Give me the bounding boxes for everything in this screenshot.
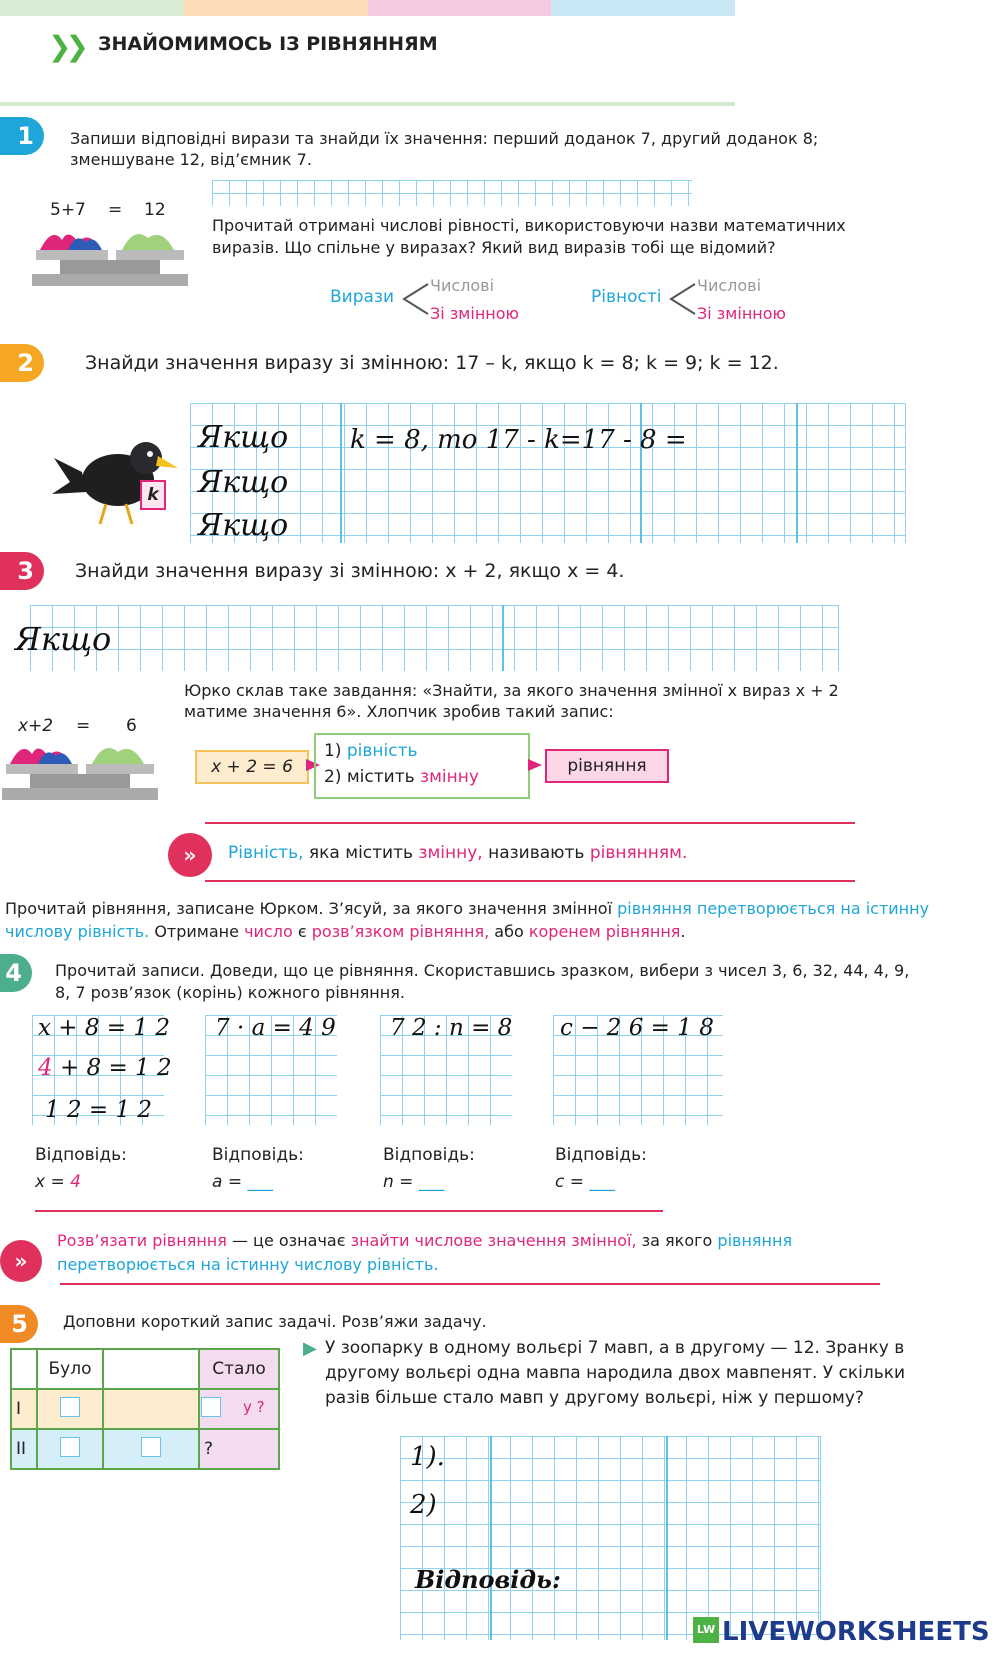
tree-2-b: Зі змінною xyxy=(697,304,786,323)
rule-2-bottom-line xyxy=(60,1283,880,1285)
task-3-story: Юрко склав таке завдання: «Знайти, за якого значення змінної x вираз x + 2 матиме значення 6». Хлопчик зробив такий запис: xyxy=(184,681,839,721)
task-2-line-1: Якщо xyxy=(198,420,289,455)
eq-1-row-1: x + 8 = 1 2 xyxy=(38,1015,170,1041)
change-input[interactable] xyxy=(141,1437,161,1457)
eq-3-answer-label: Відповідь: xyxy=(383,1145,475,1165)
eq-3-row-1: 7 2 : n = 8 xyxy=(390,1015,513,1041)
eq-2-answer[interactable]: a = ___ xyxy=(212,1172,273,1192)
task-5-badge: 5 xyxy=(0,1305,38,1343)
liveworksheets-logo: LW xyxy=(693,1617,719,1643)
task-5-solution-grid[interactable] xyxy=(400,1436,821,1640)
prop-2a: містить xyxy=(346,767,415,787)
tree-1-root: Вирази xyxy=(330,287,395,307)
task-3-text: Знайди значення виразу зі змінною: x + 2, якщо x = 4. xyxy=(75,560,625,582)
tree-1-b: Зі змінною xyxy=(430,304,519,323)
rule-1-text: Рівність, яка містить змінну, називають рівнянням. xyxy=(228,843,688,863)
eq-1-answer: x = 4 xyxy=(35,1172,81,1192)
task-1-answer-line[interactable] xyxy=(212,180,692,206)
now-1-input[interactable] xyxy=(201,1397,221,1417)
tree-1-branch-icon xyxy=(400,280,430,318)
eq-1-answer-label: Відповідь: xyxy=(35,1145,127,1165)
ratio-label: у ? xyxy=(243,1398,265,1416)
liveworksheets-brand[interactable]: LIVEWORKSHEETS xyxy=(722,1617,990,1647)
prop-1-num: 1) xyxy=(324,741,342,761)
task-2-expression: k = 8, то 17 - k=17 - 8 = xyxy=(350,425,687,455)
scale-1-left: 5+7 xyxy=(50,200,86,220)
crow-image xyxy=(50,428,180,528)
eq-2-row-1: 7 · a = 4 9 xyxy=(215,1015,336,1041)
rule-2-top-line xyxy=(35,1210,663,1212)
eq-4-row-1: c − 2 6 = 1 8 xyxy=(560,1015,714,1041)
header-band xyxy=(0,16,735,106)
rule-1-icon: » xyxy=(168,833,212,877)
scale-1-eq: = xyxy=(108,200,123,220)
rule-1-bottom-line xyxy=(205,880,855,882)
header-color-strip xyxy=(0,0,735,16)
scale-1-right: 12 xyxy=(144,200,166,220)
task-3-badge: 3 xyxy=(0,552,44,590)
task-2-grid[interactable] xyxy=(190,403,906,543)
prop-2b: змінну xyxy=(420,767,479,787)
chevrons-icon: ❯❯ xyxy=(48,30,83,63)
task-2-line-3: Якщо xyxy=(198,508,289,543)
eq-1-row-3: 1 2 = 1 2 xyxy=(45,1097,153,1123)
short-record-table: Було Стало I II ? xyxy=(10,1348,280,1470)
solution-answer-label: Відповідь: xyxy=(415,1565,561,1594)
tree-1-a: Числові xyxy=(430,276,495,295)
eq-4-answer[interactable]: c = ___ xyxy=(555,1172,615,1192)
prop-2-num: 2) xyxy=(324,767,342,787)
scale-2-left: x+2 xyxy=(18,716,54,736)
tree-2-a: Числові xyxy=(697,276,762,295)
properties-box xyxy=(314,733,530,799)
eq-4-answer-label: Відповідь: xyxy=(555,1145,647,1165)
task-4-badge: 4 xyxy=(0,954,32,992)
scale-2-right: 6 xyxy=(126,716,137,736)
eq-2-answer-label: Відповідь: xyxy=(212,1145,304,1165)
task-1-badge: 1 xyxy=(0,117,44,155)
prop-1: рівність xyxy=(346,741,418,761)
balance-scale-2-image xyxy=(0,736,160,818)
task-1-question: Прочитай отримані числові рівності, використовуючи назви математичних виразів. Що спільне у виразах? Який вид виразів тобі ще відомий? xyxy=(212,216,846,257)
task-3-line: Якщо xyxy=(15,620,112,658)
solution-line-1: 1). xyxy=(410,1442,445,1472)
tree-2-branch-icon xyxy=(667,280,697,318)
rule-2-text: Розв’язати рівняння — це означає знайти числове значення змінної, за якого рівняння перетворюється на істинну числову рівність. xyxy=(57,1231,793,1274)
rule-2-icon: » xyxy=(0,1240,42,1282)
page-title: ЗНАЙОМИМОСЬ ІЗ РІВНЯННЯМ xyxy=(98,33,438,55)
task-2-line-2: Якщо xyxy=(198,465,289,500)
solution-line-2: 2) xyxy=(410,1490,437,1520)
scale-2-eq: = xyxy=(76,716,91,736)
eq-1-row-2: 4 + 8 = 1 2 xyxy=(38,1055,172,1081)
arrow-2-icon xyxy=(528,756,546,774)
task-3-grid[interactable] xyxy=(30,605,839,671)
result-box: рівняння xyxy=(545,749,669,783)
rule-1-top-line xyxy=(205,822,855,824)
was-2-input[interactable] xyxy=(60,1437,80,1457)
task-5-problem: У зоопарку в одному вольєрі 7 мавп, а в другому — 12. Зранку в другому вольєрі одна мавпа народила двох мавпенят. У скільки разів більше стало мавп у другому вольєрі, ніж у першому? xyxy=(325,1338,906,1408)
was-1-input[interactable] xyxy=(60,1397,80,1417)
task-2-text: Знайди значення виразу зі змінною: 17 – k, якщо k = 8; k = 9; k = 12. xyxy=(85,352,779,374)
task-1-text: Запиши відповідні вирази та знайди їх значення: перший доданок 7, другий доданок 8; зменшуване 12, від’ємник 7. xyxy=(70,129,819,169)
tree-2-root: Рівності xyxy=(591,287,662,307)
balance-scale-1-image xyxy=(30,222,190,304)
task-5-text: Доповни короткий запис задачі. Розв’яжи задачу. xyxy=(63,1312,487,1331)
task-2-badge: 2 xyxy=(0,344,44,382)
task-4-text: Прочитай записи. Доведи, що це рівняння. Скориставшись зразком, вибери з чисел 3, 6, 32, 44, 4, 9, 8, 7 розв’язок (корінь) кожного рівняння. xyxy=(55,961,910,1002)
equation-box: x + 2 = 6 xyxy=(195,750,309,784)
task-5-arrow-icon: ▶ xyxy=(303,1338,317,1359)
explanation-paragraph: Прочитай рівняння, записане Юрком. З’ясуй, за якого значення змінної рівняння перетворюється на істинну числову рівність. Отримане число є розв’язком рівняння, або коренем рівняння. xyxy=(5,899,930,941)
k-card: k xyxy=(140,480,166,510)
eq-3-answer[interactable]: n = ___ xyxy=(383,1172,445,1192)
